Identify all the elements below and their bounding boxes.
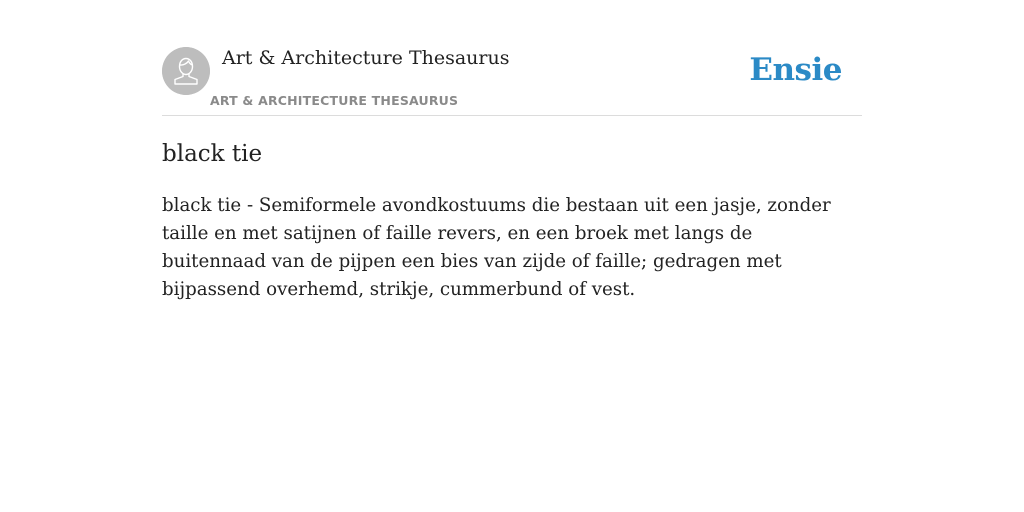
entry-header [162,0,862,116]
entry-definition: black tie - Semiformele avondkostuums die bestaan uit een jasje, zonder taille en met satijnen of faille revers, en een broek met langs de buitennaad van de pijpen een bies van zijde of faille; gedragen met bijpassend overhemd, strikje, cummerbund of vest. [162,195,831,300]
entry-title: black tie [162,141,263,167]
author-name[interactable]: Art & Architecture Thesaurus [222,47,510,69]
author-subtitle[interactable]: ART & ARCHITECTURE THESAURUS [210,93,459,108]
avatar[interactable] [162,47,210,95]
user-avatar-icon [162,47,210,95]
brand-logo[interactable]: Ensie [749,52,842,88]
entry-card [162,0,862,300]
